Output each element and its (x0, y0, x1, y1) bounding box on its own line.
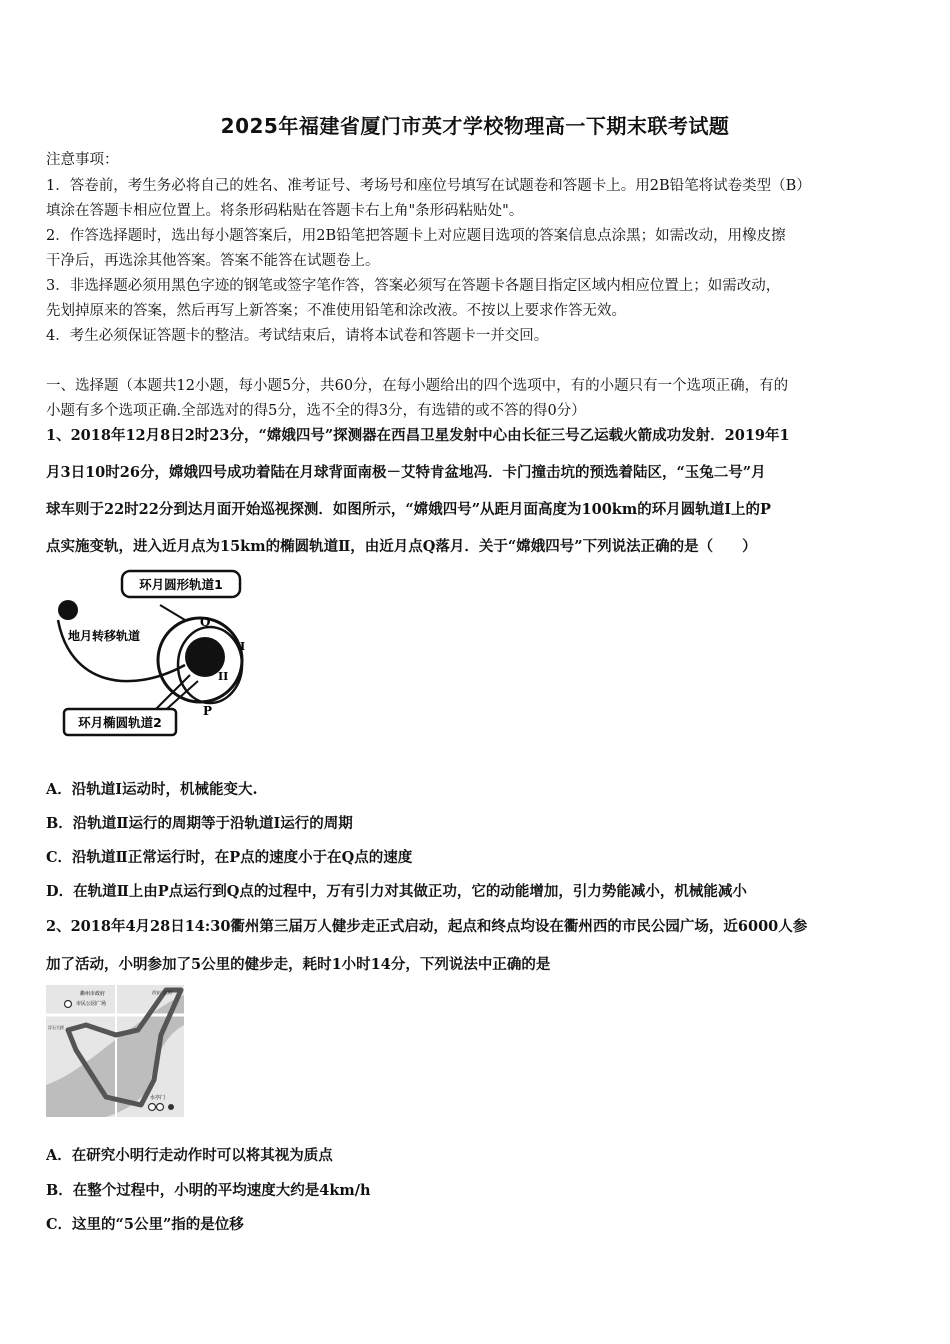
gate-marker-icon (157, 1104, 164, 1111)
question-2-option-c: C．这里的“5公里”指的是位移 (46, 1216, 244, 1233)
gate-marker-icon (149, 1104, 156, 1111)
orbit-diagram (50, 565, 265, 745)
gate-marker-icon (168, 1104, 174, 1110)
map-label-government: 衢州市政府 (80, 991, 106, 997)
point-p-label: P (203, 704, 213, 718)
map-label-square: 市民公园广场 (76, 1001, 107, 1007)
question-2-text: 加了活动，小明参加了5公里的健步走，耗时1小时14分，下列说法中正确的是 (46, 956, 551, 973)
question-1-text: 球车则于22时22分到达月面开始巡视探测．如图所示，“嫦娥四号”从距月面高度为100km的环月圆轨道Ⅰ上的P (46, 501, 771, 518)
orbit-2-label: II (218, 670, 229, 683)
map-label-gate: 水亭门 (150, 1095, 166, 1101)
question-1-text: 1、2018年12月8日2时23分，“嫦娥四号”探测器在西昌卫星发射中心由长征三号乙运载火箭成功发射．2019年1 (46, 427, 790, 444)
question-1-option-d: D．在轨道Ⅱ上由P点运行到Q点的过程中，万有引力对其做正功，它的动能增加，引力势能减小，机械能减小 (46, 883, 747, 900)
notice-line: 4．考生必须保证答题卡的整洁。考试结束后，请将本试卷和答题卡一并交回。 (46, 328, 549, 344)
map-label-bridge: 浮石大桥 (48, 1025, 64, 1030)
transfer-trajectory-label: 地月转移轨道 (68, 629, 141, 643)
question-1-option-b: B．沿轨道Ⅱ运行的周期等于沿轨道Ⅰ运行的周期 (46, 815, 353, 832)
notice-line: 1．答卷前，考生务必将自己的姓名、准考证号、考场号和座位号填写在试题卷和答题卡上。用2B铅笔将试卷类型（B） (46, 178, 811, 194)
circular-orbit-label: 环月圆形轨道1 (139, 577, 223, 592)
start-marker-icon (65, 1001, 72, 1008)
notice-line: 干净后，再选涂其他答案。答案不能答在试题卷上。 (46, 253, 380, 269)
page-title: 2025年福建省厦门市英才学校物理高一下期末联考试题 (220, 114, 730, 138)
notice-heading: 注意事项： (46, 152, 119, 168)
question-1-option-a: A．沿轨道Ⅰ运动时，机械能变大. (46, 781, 258, 798)
earth-icon (58, 600, 78, 620)
question-1-option-c: C．沿轨道Ⅱ正常运行时，在P点的速度小于在Q点的速度 (46, 849, 413, 866)
section-heading: 一、选择题（本题共12小题，每小题5分，共60分，在每小题给出的四个选项中，有的小题只有一个选项正确，有的 (46, 378, 789, 394)
question-1-text: 月3日10时26分，嫦娥四号成功着陆在月球背面南极－艾特肯盆地冯．卡门撞击坑的预选着陆区，“玉兔二号”月 (46, 464, 766, 481)
question-1-text: 点实施变轨，进入近月点为15km的椭圆轨道Ⅱ，由近月点Q落月．关于“嫦娥四号”下列说法正确的是（ ） (46, 538, 757, 555)
notice-line: 3．非选择题必须用黑色字迹的钢笔或签字笔作答，答案必须写在答题卡各题目指定区域内相应位置上；如需改动， (46, 278, 781, 294)
section-heading: 小题有多个选项正确.全部选对的得5分，选不全的得3分，有选错的或不答的得0分） (46, 403, 586, 419)
question-2-text: 2、2018年4月28日14:30衢州第三届万人健步走正式启动，起点和终点均设在衢州西的市民公园广场，近6000人参 (46, 918, 808, 935)
question-2-option-b: B．在整个过程中，小明的平均速度大约是4km/h (46, 1182, 371, 1199)
route-map (46, 985, 184, 1117)
map-label-road: 西安门大街 (152, 990, 172, 995)
notice-line: 填涂在答题卡相应位置上。将条形码粘贴在答题卡右上角"条形码粘贴处"。 (46, 203, 524, 219)
orbit-1-label: I (240, 640, 246, 653)
notice-line: 先划掉原来的答案，然后再写上新答案；不准使用铅笔和涂改液。不按以上要求作答无效。 (46, 303, 626, 319)
notice-line: 2．作答选择题时，选出每小题答案后，用2B铅笔把答题卡上对应题目选项的答案信息点涂黑；如需改动，用橡皮擦 (46, 228, 786, 244)
elliptical-orbit-label: 环月椭圆轨道2 (78, 715, 162, 730)
question-2-option-a: A．在研究小明行走动作时可以将其视为质点 (46, 1147, 333, 1164)
point-q-label: Q (200, 615, 211, 629)
